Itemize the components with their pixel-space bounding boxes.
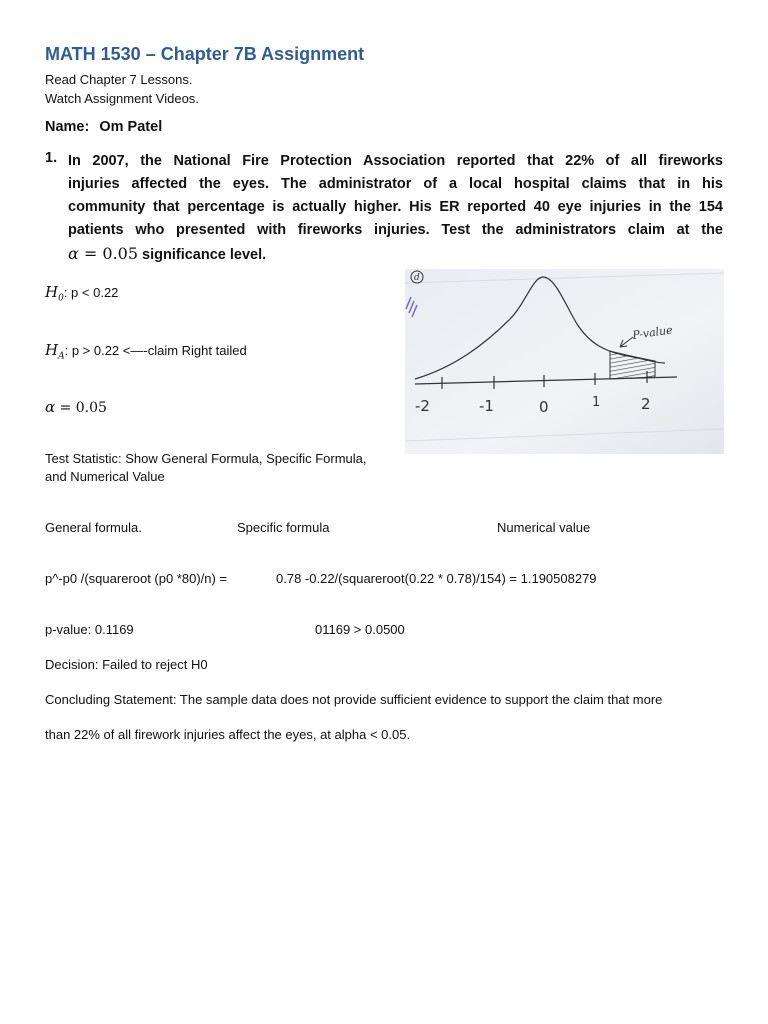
instruction-watch: Watch Assignment Videos. (45, 91, 199, 106)
h0-subscript: 0 (58, 293, 64, 304)
test-statistic-heading-1: Test Statistic: Show General Formula, Specific Formula, (45, 451, 367, 466)
axis-label: -2 (415, 397, 430, 415)
question-line-alpha (68, 242, 723, 265)
h0-text: : p < 0.22 (63, 285, 119, 300)
question-text (68, 150, 723, 265)
null-hypothesis (45, 283, 118, 304)
alpha-symbol: α (68, 244, 79, 263)
student-name-row (45, 119, 162, 135)
assignment-title: MATH 1530 – Chapter 7B Assignment (45, 44, 365, 64)
p-value: p-value: 0.1169 (45, 622, 134, 637)
h0-symbol: H (45, 283, 59, 301)
axis-label: -1 (479, 397, 494, 415)
concluding-statement-1: Concluding Statement: The sample data does not provide sufficient evidence to support the claim that more (45, 692, 663, 707)
alternative-hypothesis (45, 341, 247, 362)
column-numerical-value: Numerical value (497, 520, 591, 535)
general-formula: p^-p0 /(squareroot (p0 *80)/n) = (45, 571, 228, 586)
alpha-value: = 0.05 (78, 244, 139, 263)
question-line: patients who presented with fireworks injuries. Test the administrators claim at the (68, 222, 723, 238)
question-line: community that percentage is actually higher. His ER reported 40 eye injuries in the 154 (68, 199, 723, 215)
hand-drawn-sketch (405, 269, 724, 454)
significance-text: significance level. (138, 247, 267, 263)
question-line: injuries affected the eyes. The administrator of a local hospital claims that in his (68, 176, 723, 192)
ha-text: : p > 0.22 <—-claim Right tailed (64, 343, 247, 358)
p-value-comparison: 01169 > 0.0500 (315, 622, 405, 637)
ha-symbol: H (45, 341, 59, 359)
decision: Decision: Failed to reject H0 (45, 657, 208, 672)
alpha-eq: = 0.05 (55, 400, 107, 416)
alpha-line (45, 398, 107, 416)
question-number: 1. (45, 150, 58, 166)
paper-background (405, 269, 724, 454)
ha-subscript: A (58, 351, 65, 362)
axis-label: 2 (641, 395, 651, 413)
alpha-symbol: α (45, 398, 56, 416)
name-label: Name: (45, 119, 90, 135)
corner-mark: d (414, 273, 420, 283)
concluding-statement-2: than 22% of all firework injuries affect the eyes, at alpha < 0.05. (45, 727, 411, 742)
test-statistic-heading-2: and Numerical Value (45, 469, 165, 484)
specific-formula: 0.78 -0.22/(squareroot(0.22 * 0.78)/154) = 1.190508279 (276, 571, 597, 586)
column-general-formula: General formula. (45, 520, 142, 535)
column-specific-formula: Specific formula (237, 520, 330, 535)
name-value: Om Patel (99, 119, 163, 135)
axis-label: 1 (592, 395, 601, 410)
question-line: In 2007, the National Fire Protection Association reported that 22% of all fireworks (68, 153, 723, 169)
axis-label: 0 (539, 398, 549, 416)
instruction-read: Read Chapter 7 Lessons. (45, 72, 193, 87)
p-value-label: P-value (631, 323, 674, 342)
